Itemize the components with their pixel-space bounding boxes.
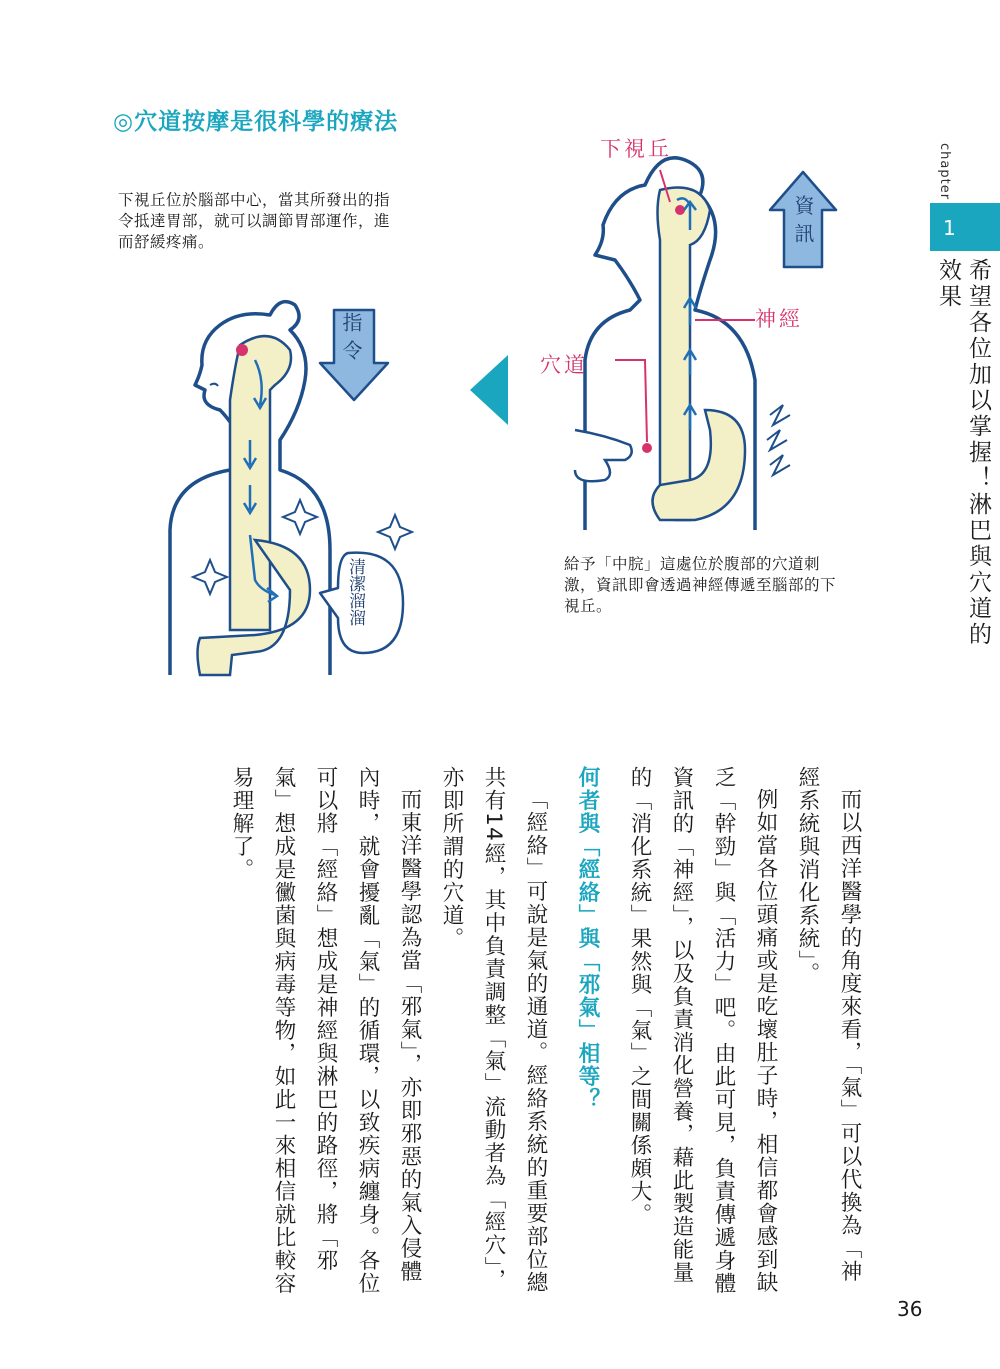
body-text	[220, 766, 870, 1296]
acupoint-dot	[642, 443, 652, 453]
paragraph-4: 而東洋醫學認為當「邪氣」，亦即邪惡的氣入侵體內時，就會擾亂「氣」的循環，以致疾病纏身。各位可以將「經絡」想成是神經與淋巴的路徑，將「邪氣」想成是黴菌與病毒等物，如此一來相信就比較容易理解了。	[229, 766, 422, 1295]
chapter-title: 希望各位加以掌握！淋巴與穴道的效果	[935, 258, 991, 648]
label-hypothalamus: 下視丘	[600, 137, 672, 161]
info-arrow-label: 資訊	[791, 195, 815, 251]
illustration-acupoint-info	[455, 130, 815, 540]
hypothalamus-dot	[675, 205, 685, 215]
hypothalamus-dot	[236, 344, 248, 356]
chapter-label: chapter	[937, 143, 952, 201]
speech-bubble-text: 清潔溜溜	[345, 558, 365, 626]
chapter-number: 1	[943, 216, 956, 240]
sparkle-icon	[378, 515, 412, 549]
label-acupoint: 穴道	[540, 353, 588, 377]
label-nerve: 神經	[755, 307, 803, 331]
paragraph-3: 「經絡」可說是氣的通道。經絡系統的重要部位總共有14經，其中負責調整「氣」流動者為「經穴」，亦即所謂的穴道。	[439, 766, 548, 1294]
paragraph-2: 例如當各位頭痛或是吃壞肚子時，相信都會感到缺乏「幹勁」與「活力」吧。由此可見，負責傳遞身體資訊的「神經」，以及負責消化營養，藉此製造能量的「消化系統」果然與「氣」之間關係頗大。	[627, 766, 778, 1295]
page-number: 36	[897, 1297, 923, 1321]
subheading: 何者與「經絡」與「邪氣」相等？	[575, 766, 600, 1111]
section-heading: ◎穴道按摩是很科學的療法	[113, 109, 399, 135]
chapter-number-box	[930, 203, 1000, 251]
paragraph-1: 而以西洋醫學的角度來看，「氣」可以代換為「神經系統與消化系統」。	[795, 766, 862, 1283]
caption-right: 給予「中脘」這處位於腹部的穴道刺激，資訊即會透過神經傳遞至腦部的下視丘。	[564, 555, 837, 615]
command-arrow-label: 指令	[339, 312, 363, 368]
caption-left: 下視丘位於腦部中心，當其所發出的指令抵達胃部，就可以調節胃部運作，進而舒緩疼痛。	[118, 191, 391, 251]
